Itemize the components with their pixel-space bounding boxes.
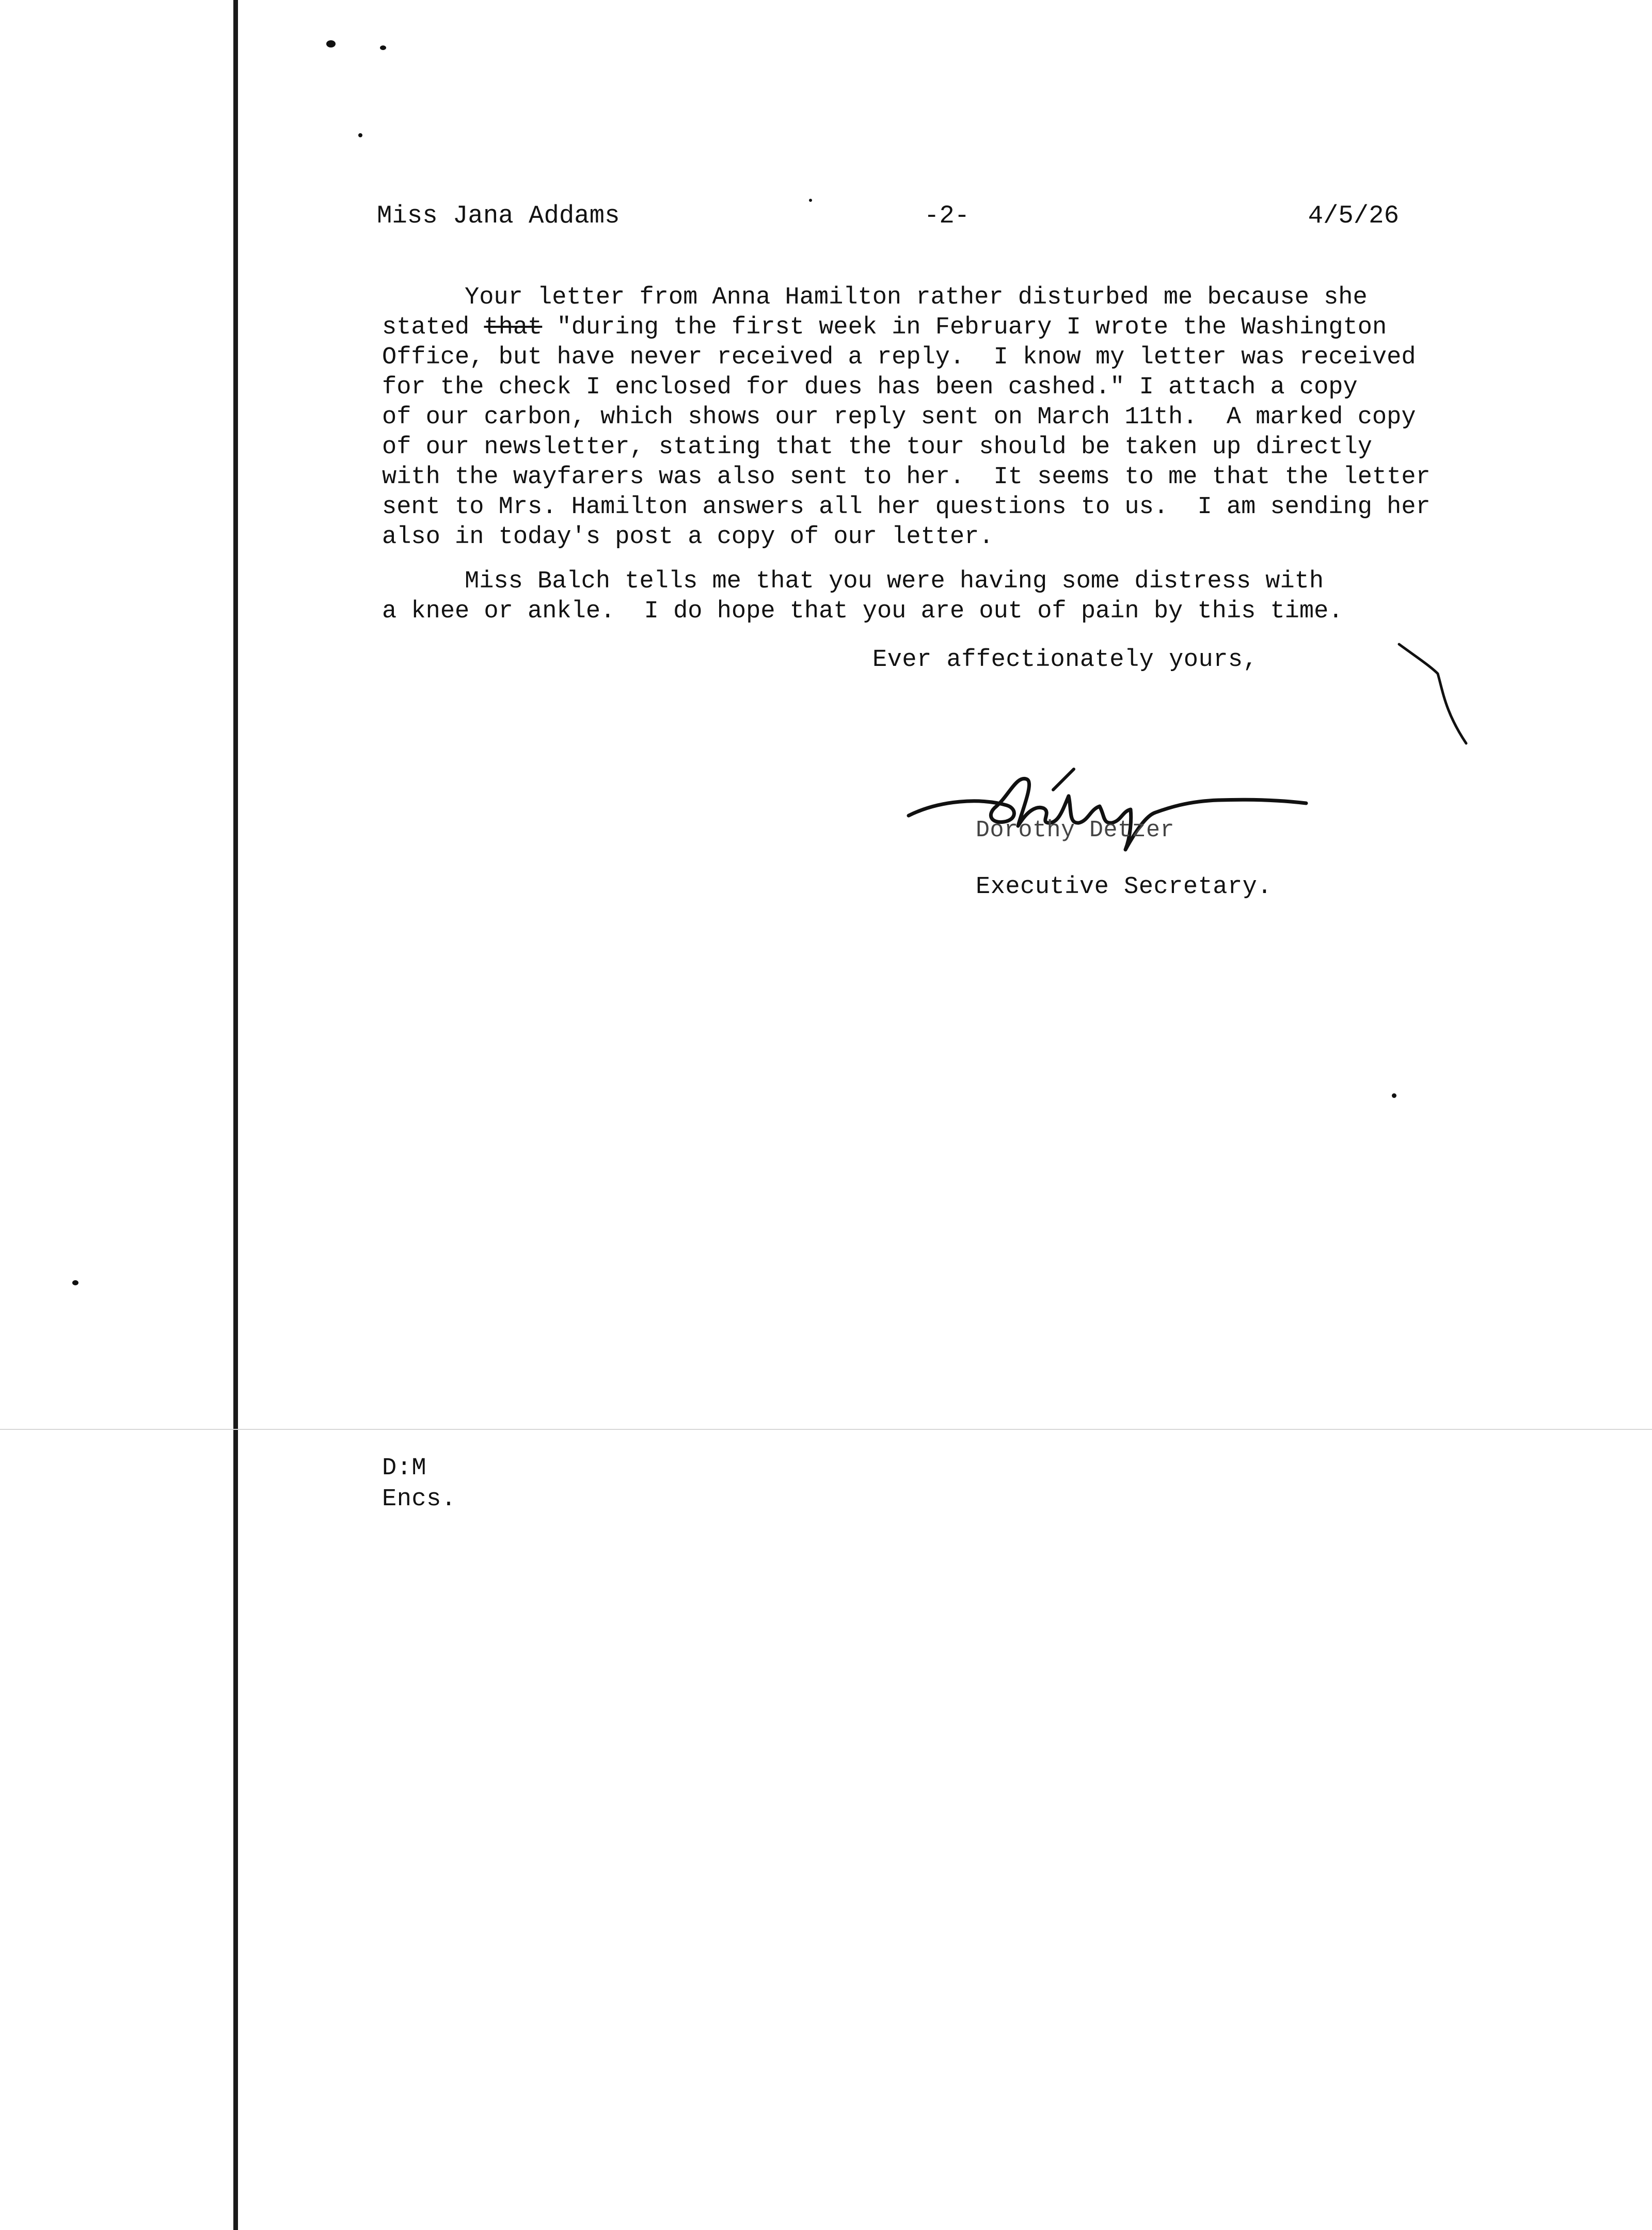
paragraph-line: for the check I enclosed for dues has been cashed." I attach a copy <box>382 374 1358 401</box>
paragraph-line: sent to Mrs. Hamilton answers all her questions to us. I am sending her <box>382 493 1431 521</box>
scan-speck <box>380 45 386 50</box>
closing-line: Ever affectionately yours, <box>872 646 1258 674</box>
handwritten-tick-mark <box>1394 635 1476 754</box>
paragraph-line: Your letter from Anna Hamilton rather disturbed me because she <box>465 284 1368 311</box>
paragraph-line: also in today's post a copy of our letter. <box>382 523 994 551</box>
body-paragraph-1 <box>382 283 1569 552</box>
scan-speck <box>72 1280 78 1285</box>
letter-date: 4/5/26 <box>1308 201 1399 230</box>
reference-initials: D:M <box>382 1455 427 1482</box>
paragraph-line: of our carbon, which shows our reply sent on March 11th. A marked copy <box>382 404 1416 431</box>
line-text: "during the first week in February I wrote the Washington <box>557 314 1387 341</box>
fold-line <box>0 1429 1652 1430</box>
addressee: Miss Jana Addams <box>377 201 620 230</box>
page-number: -2- <box>924 201 970 230</box>
page-left-edge <box>233 0 238 2230</box>
paragraph-line: of our newsletter, stating that the tour should be taken up directly <box>382 434 1372 461</box>
line-prefix: stated <box>382 314 484 341</box>
scan-speck <box>1392 1093 1396 1098</box>
handwritten-signature <box>898 759 1311 862</box>
scan-speck <box>358 133 362 137</box>
paragraph-line: Miss Balch tells me that you were having some distress with <box>465 568 1324 595</box>
struck-word: that <box>484 314 543 341</box>
paragraph-line: Office, but have never received a reply. I know my letter was received <box>382 344 1416 371</box>
reference-block <box>382 1453 456 1515</box>
signer-typed-name: Dorothy Detzer <box>976 817 1175 843</box>
body-paragraph-2 <box>382 567 1569 627</box>
paragraph-line: with the wayfarers was also sent to her. It seems to me that the letter <box>382 464 1431 491</box>
signer-title: Executive Secretary. <box>976 873 1273 901</box>
scan-speck <box>326 40 336 47</box>
enclosures-note: Encs. <box>382 1486 456 1513</box>
paragraph-line <box>382 313 1569 343</box>
letter-header <box>377 201 1399 237</box>
paragraph-line: a knee or ankle. I do hope that you are out of pain by this time. <box>382 598 1343 625</box>
